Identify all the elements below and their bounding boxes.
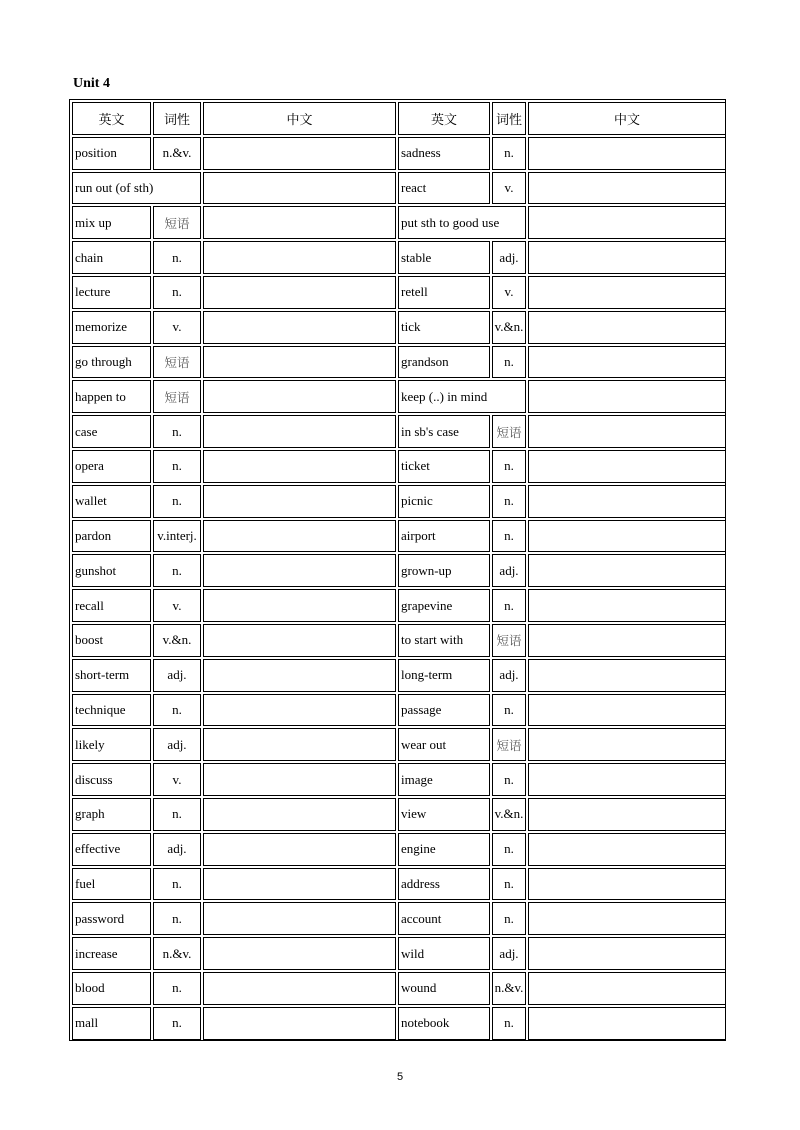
word-english-left: technique [72, 694, 151, 727]
chinese-answer-field-right[interactable] [528, 172, 726, 205]
word-english-left: wallet [72, 485, 151, 518]
header-english-left: 英文 [72, 102, 151, 135]
word-pos-left: n. [153, 450, 201, 483]
chinese-answer-field-right[interactable] [528, 206, 726, 239]
word-pos-right: adj. [492, 241, 526, 274]
word-english-right: react [398, 172, 490, 205]
word-english-right: account [398, 902, 490, 935]
word-english-left: go through [72, 346, 151, 379]
word-pos-right: n. [492, 1007, 526, 1040]
word-english-left: short-term [72, 659, 151, 692]
word-pos-right: 短语 [492, 624, 526, 657]
word-english-right: engine [398, 833, 490, 866]
word-pos-right: n. [492, 763, 526, 796]
word-english-left: lecture [72, 276, 151, 309]
header-chinese-right: 中文 [528, 102, 726, 135]
word-pos-left: n. [153, 868, 201, 901]
word-english-left: graph [72, 798, 151, 831]
chinese-answer-field-right[interactable] [528, 311, 726, 344]
word-pos-right: n. [492, 450, 526, 483]
word-english-left: fuel [72, 868, 151, 901]
chinese-answer-field-right[interactable] [528, 415, 726, 448]
chinese-answer-field-right[interactable] [528, 833, 726, 866]
chinese-answer-field-right[interactable] [528, 659, 726, 692]
word-english-right: wild [398, 937, 490, 970]
word-pos-right: n. [492, 346, 526, 379]
word-english-right: ticket [398, 450, 490, 483]
chinese-answer-field-left[interactable] [203, 624, 396, 657]
word-pos-left: n. [153, 1007, 201, 1040]
chinese-answer-field-left[interactable] [203, 554, 396, 587]
word-pos-right: n. [492, 868, 526, 901]
header-pos-right: 词性 [492, 102, 526, 135]
word-pos-right: v.&n. [492, 311, 526, 344]
chinese-answer-field-left[interactable] [203, 346, 396, 379]
word-pos-left: v. [153, 763, 201, 796]
chinese-answer-field-left[interactable] [203, 589, 396, 622]
word-english-right: long-term [398, 659, 490, 692]
word-pos-left: 短语 [153, 206, 201, 239]
chinese-answer-field-right[interactable] [528, 972, 726, 1005]
chinese-answer-field-right[interactable] [528, 937, 726, 970]
word-pos-left: v.&n. [153, 624, 201, 657]
chinese-answer-field-right[interactable] [528, 346, 726, 379]
word-pos-left: n. [153, 241, 201, 274]
word-english-right: put sth to good use [398, 206, 526, 239]
word-english-right: wound [398, 972, 490, 1005]
word-pos-left: n. [153, 554, 201, 587]
word-english-left: mall [72, 1007, 151, 1040]
word-pos-left: n. [153, 485, 201, 518]
word-pos-right: n. [492, 520, 526, 553]
chinese-answer-field-left[interactable] [203, 937, 396, 970]
chinese-answer-field-left[interactable] [203, 311, 396, 344]
word-english-right: image [398, 763, 490, 796]
word-english-left: run out (of sth) [72, 172, 201, 205]
word-pos-right: n. [492, 902, 526, 935]
chinese-answer-field-left[interactable] [203, 241, 396, 274]
chinese-answer-field-left[interactable] [203, 833, 396, 866]
word-english-right: sadness [398, 137, 490, 170]
word-english-left: password [72, 902, 151, 935]
word-english-right: view [398, 798, 490, 831]
word-pos-left: n. [153, 972, 201, 1005]
word-pos-right: adj. [492, 659, 526, 692]
chinese-answer-field-right[interactable] [528, 450, 726, 483]
word-english-right: grandson [398, 346, 490, 379]
chinese-answer-field-left[interactable] [203, 902, 396, 935]
word-english-left: boost [72, 624, 151, 657]
chinese-answer-field-left[interactable] [203, 415, 396, 448]
chinese-answer-field-right[interactable] [528, 763, 726, 796]
word-pos-left: n. [153, 798, 201, 831]
word-english-left: pardon [72, 520, 151, 553]
chinese-answer-field-right[interactable] [528, 276, 726, 309]
word-english-left: position [72, 137, 151, 170]
chinese-answer-field-left[interactable] [203, 972, 396, 1005]
word-pos-right: adj. [492, 937, 526, 970]
word-english-right: picnic [398, 485, 490, 518]
word-pos-right: v. [492, 172, 526, 205]
word-english-right: to start with [398, 624, 490, 657]
word-english-right: grapevine [398, 589, 490, 622]
word-pos-right: n.&v. [492, 972, 526, 1005]
word-pos-left: 短语 [153, 380, 201, 413]
word-english-left: effective [72, 833, 151, 866]
chinese-answer-field-left[interactable] [203, 276, 396, 309]
word-pos-left: n. [153, 694, 201, 727]
word-pos-left: n. [153, 902, 201, 935]
chinese-answer-field-right[interactable] [528, 520, 726, 553]
unit-title: Unit 4 [73, 76, 110, 91]
word-pos-right: adj. [492, 554, 526, 587]
word-pos-left: v.interj. [153, 520, 201, 553]
chinese-answer-field-left[interactable] [203, 137, 396, 170]
page-number: 5 [396, 1071, 404, 1083]
chinese-answer-field-right[interactable] [528, 624, 726, 657]
word-english-right: stable [398, 241, 490, 274]
word-pos-right: n. [492, 833, 526, 866]
chinese-answer-field-left[interactable] [203, 172, 396, 205]
word-english-right: passage [398, 694, 490, 727]
header-chinese-left: 中文 [203, 102, 396, 135]
word-english-right: notebook [398, 1007, 490, 1040]
chinese-answer-field-left[interactable] [203, 694, 396, 727]
chinese-answer-field-left[interactable] [203, 798, 396, 831]
word-english-left: opera [72, 450, 151, 483]
chinese-answer-field-left[interactable] [203, 450, 396, 483]
header-english-right: 英文 [398, 102, 490, 135]
word-pos-right: n. [492, 589, 526, 622]
word-english-right: wear out [398, 728, 490, 761]
word-english-right: grown-up [398, 554, 490, 587]
chinese-answer-field-right[interactable] [528, 798, 726, 831]
word-english-left: increase [72, 937, 151, 970]
word-pos-left: adj. [153, 833, 201, 866]
header-pos-left: 词性 [153, 102, 201, 135]
chinese-answer-field-right[interactable] [528, 380, 726, 413]
chinese-answer-field-right[interactable] [528, 902, 726, 935]
word-pos-right: v.&n. [492, 798, 526, 831]
word-pos-left: n.&v. [153, 937, 201, 970]
word-pos-left: n. [153, 415, 201, 448]
chinese-answer-field-left[interactable] [203, 868, 396, 901]
word-english-left: chain [72, 241, 151, 274]
word-english-right: keep (..) in mind [398, 380, 526, 413]
word-pos-right: n. [492, 485, 526, 518]
chinese-answer-field-right[interactable] [528, 589, 726, 622]
word-english-left: recall [72, 589, 151, 622]
chinese-answer-field-left[interactable] [203, 206, 396, 239]
word-english-right: retell [398, 276, 490, 309]
chinese-answer-field-left[interactable] [203, 659, 396, 692]
word-pos-left: v. [153, 311, 201, 344]
chinese-answer-field-right[interactable] [528, 137, 726, 170]
word-pos-left: v. [153, 589, 201, 622]
word-english-left: discuss [72, 763, 151, 796]
chinese-answer-field-left[interactable] [203, 728, 396, 761]
chinese-answer-field-right[interactable] [528, 241, 726, 274]
word-english-left: happen to [72, 380, 151, 413]
word-english-left: likely [72, 728, 151, 761]
word-english-right: address [398, 868, 490, 901]
word-english-left: blood [72, 972, 151, 1005]
word-pos-right: n. [492, 137, 526, 170]
word-pos-left: adj. [153, 659, 201, 692]
chinese-answer-field-right[interactable] [528, 485, 726, 518]
chinese-answer-field-left[interactable] [203, 380, 396, 413]
word-english-left: memorize [72, 311, 151, 344]
chinese-answer-field-right[interactable] [528, 554, 726, 587]
word-pos-left: 短语 [153, 346, 201, 379]
word-english-left: case [72, 415, 151, 448]
word-english-left: gunshot [72, 554, 151, 587]
chinese-answer-field-left[interactable] [203, 763, 396, 796]
chinese-answer-field-left[interactable] [203, 1007, 396, 1040]
word-english-right: tick [398, 311, 490, 344]
word-pos-right: v. [492, 276, 526, 309]
word-pos-left: n. [153, 276, 201, 309]
word-pos-left: adj. [153, 728, 201, 761]
word-english-right: in sb's case [398, 415, 490, 448]
chinese-answer-field-right[interactable] [528, 694, 726, 727]
chinese-answer-field-left[interactable] [203, 520, 396, 553]
chinese-answer-field-left[interactable] [203, 485, 396, 518]
word-english-right: airport [398, 520, 490, 553]
word-pos-right: n. [492, 694, 526, 727]
chinese-answer-field-right[interactable] [528, 868, 726, 901]
chinese-answer-field-right[interactable] [528, 1007, 726, 1040]
word-english-left: mix up [72, 206, 151, 239]
chinese-answer-field-right[interactable] [528, 728, 726, 761]
word-pos-right: 短语 [492, 415, 526, 448]
vocabulary-table [69, 99, 726, 1041]
word-pos-right: 短语 [492, 728, 526, 761]
word-pos-left: n.&v. [153, 137, 201, 170]
